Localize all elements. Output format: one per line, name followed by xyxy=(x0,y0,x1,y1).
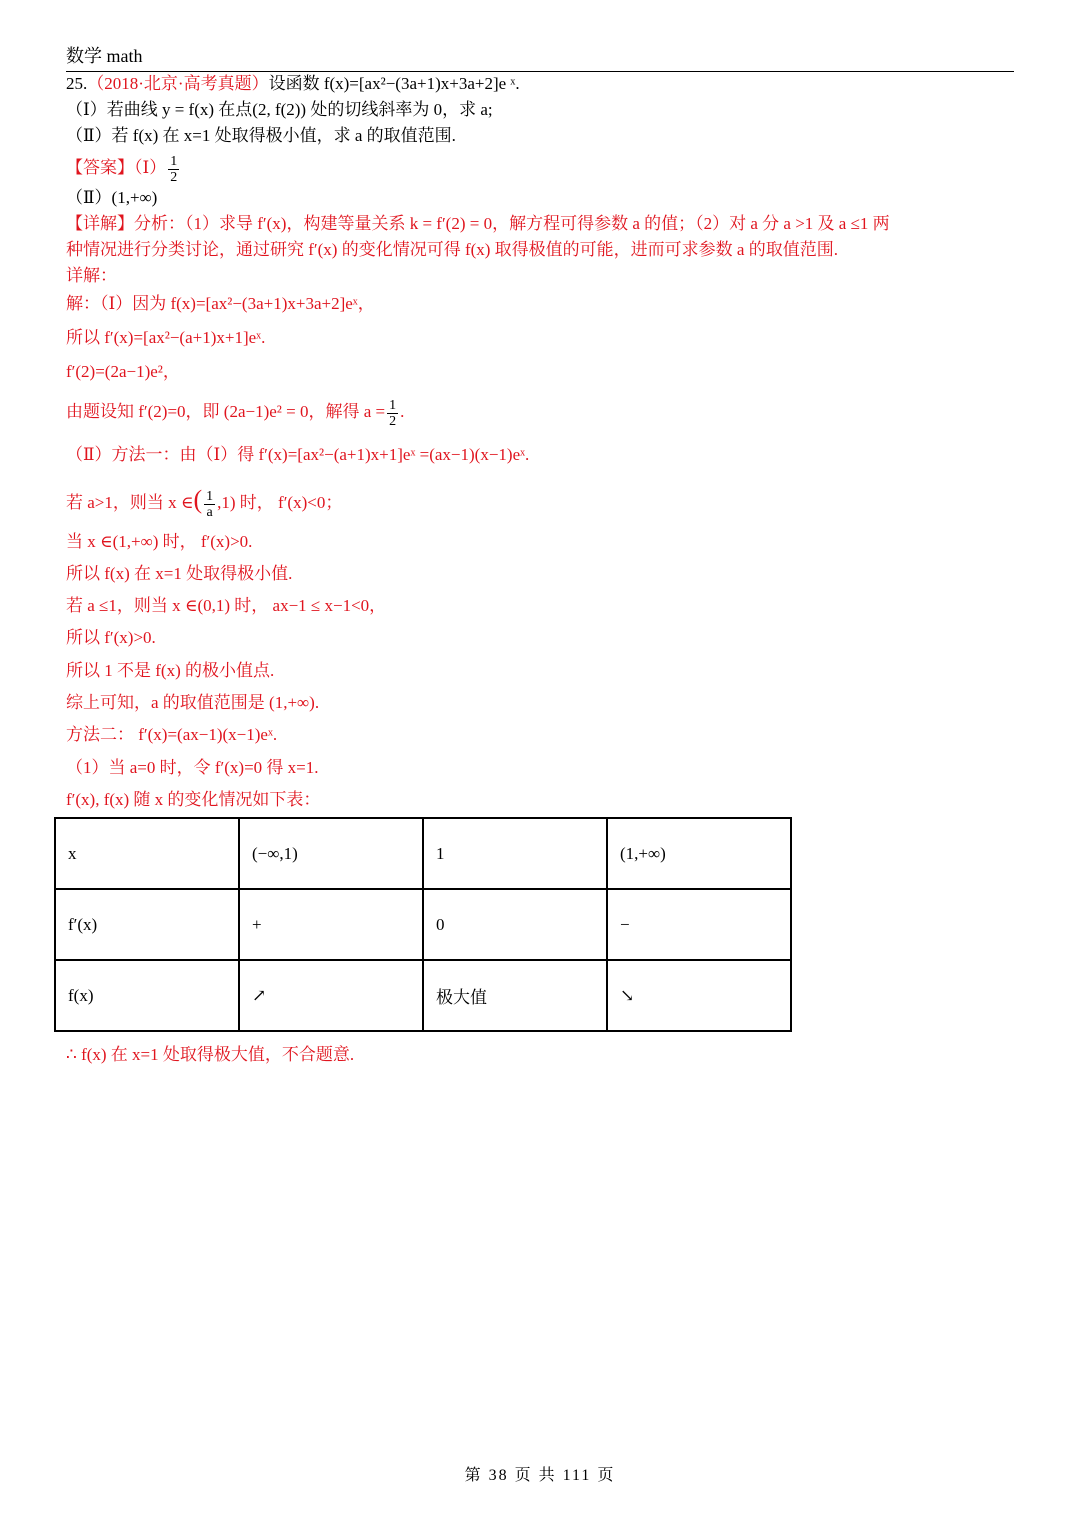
solution-line-6-fraction xyxy=(204,489,215,520)
solution-line-8: 所以 f(x) 在 x=1 处取得极小值. xyxy=(66,564,293,583)
problem-stem: 设函数 f(x)=[ax²−(3a+1)x+3a+2]e ˣ. xyxy=(268,74,520,93)
fraction-numerator: 1 xyxy=(389,397,397,413)
answer-part2: （Ⅱ）(1,+∞) xyxy=(66,188,158,207)
analysis-line-3: 详解： xyxy=(66,266,117,285)
solution-line-4: 由题设知 f′(2)=0，即 (2a−1)e² = 0，解得 a = $\frac{1}{2}$ . xyxy=(66,397,405,429)
fraction-numerator: 1 xyxy=(206,488,214,504)
table-cell: 极大值 xyxy=(423,960,607,1031)
table-cell: − xyxy=(607,889,791,960)
solution-line-10: 所以 f′(x)>0. xyxy=(66,628,156,647)
solution-line-4-text: 由题设知 f′(2)=0，即 (2a−1)e² = 0，解得 a = xyxy=(66,402,386,421)
fraction-denominator: a xyxy=(206,504,213,520)
page-header: 数学 math xyxy=(66,42,1014,72)
solution-line-5: （Ⅱ）方法一：由（Ⅰ）得 f′(x)=[ax²−(a+1)x+1]eˣ =(ax−1)(x−1)eˣ. xyxy=(66,445,530,464)
table-row xyxy=(55,960,791,1031)
problem-stem-line xyxy=(66,72,520,96)
table-cell: f(x) xyxy=(55,960,239,1031)
table-cell: x xyxy=(55,818,239,889)
table-cell: (−∞,1) xyxy=(239,818,423,889)
solution-line-7: 当 x ∈(1,+∞) 时， f′(x)>0. xyxy=(66,532,253,551)
problem-number: 25. xyxy=(66,74,88,93)
conclusion-line: ∴ f(x) 在 x=1 处取得极大值，不合题意. xyxy=(66,1045,355,1064)
solution-line-13: 方法二： f′(x)=(ax−1)(x−1)eˣ. xyxy=(66,725,278,744)
answer-line xyxy=(66,152,181,185)
analysis-line-1: 【详解】分析：（1）求导 f′(x)，构建等量关系 k = f′(2) = 0，解方程可得参数 a 的值；（2）对 a 分 a >1 及 a ≤1 两 xyxy=(66,214,890,233)
answer-part1-fraction xyxy=(168,154,179,185)
table-row xyxy=(55,818,791,889)
problem-part1: （Ⅰ）若曲线 y = f(x) 在点(2, f(2)) 处的切线斜率为 0，求 a; xyxy=(66,100,493,119)
solution-line-15: f′(x), f(x) 随 x 的变化情况如下表： xyxy=(66,790,321,809)
fraction-denominator: 2 xyxy=(389,413,397,429)
table-cell: + xyxy=(239,889,423,960)
table-cell: 0 xyxy=(423,889,607,960)
table-row xyxy=(55,889,791,960)
table-cell: 1 xyxy=(423,818,607,889)
solution-line-14: （1）当 a=0 时，令 f′(x)=0 得 x=1. xyxy=(66,758,319,777)
table-cell: f′(x) xyxy=(55,889,239,960)
problem-part2: （Ⅱ）若 f(x) 在 x=1 处取得极小值，求 a 的取值范围. xyxy=(66,126,456,145)
table-cell: ↘ xyxy=(607,960,791,1031)
solution-line-3: f′(2)=(2a−1)e²， xyxy=(66,362,180,381)
variation-table xyxy=(54,817,792,1032)
problem-source: （2018·北京·高考真题） xyxy=(87,74,269,93)
table-cell: ↗ xyxy=(239,960,423,1031)
answer-part1-label: （Ⅰ） xyxy=(134,158,167,177)
solution-line-4-fraction xyxy=(387,398,398,429)
open-paren: ( xyxy=(193,485,203,514)
solution-line-6-pre: 若 a>1，则当 x ∈ xyxy=(66,493,194,512)
table-cell: (1,+∞) xyxy=(607,818,791,889)
solution-line-11: 所以 1 不是 f(x) 的极小值点. xyxy=(66,661,275,680)
solution-line-6-post: ,1) 时， f′(x)<0； xyxy=(217,493,343,512)
analysis-line-2: 种情况进行分类讨论，通过研究 f′(x) 的变化情况可得 f(x) 取得极值的可能，进而可求参数 a 的取值范围. xyxy=(66,240,838,259)
solution-line-6 xyxy=(66,480,342,523)
answer-label: 【答案】 xyxy=(66,158,134,177)
fraction-denominator: 2 xyxy=(170,169,178,185)
solution-line-1: 解：（Ⅰ）因为 f(x)=[ax²−(3a+1)x+3a+2]eˣ， xyxy=(66,294,375,313)
solution-line-9: 若 a ≤1，则当 x ∈(0,1) 时， ax−1 ≤ x−1<0， xyxy=(66,596,387,615)
fraction-numerator: 1 xyxy=(170,153,178,169)
solution-line-2: 所以 f′(x)=[ax²−(a+1)x+1]eˣ. xyxy=(66,328,266,347)
page-footer: 第 38 页 共 111 页 xyxy=(464,1467,616,1484)
solution-line-12: 综上可知，a 的取值范围是 (1,+∞). xyxy=(66,693,320,712)
